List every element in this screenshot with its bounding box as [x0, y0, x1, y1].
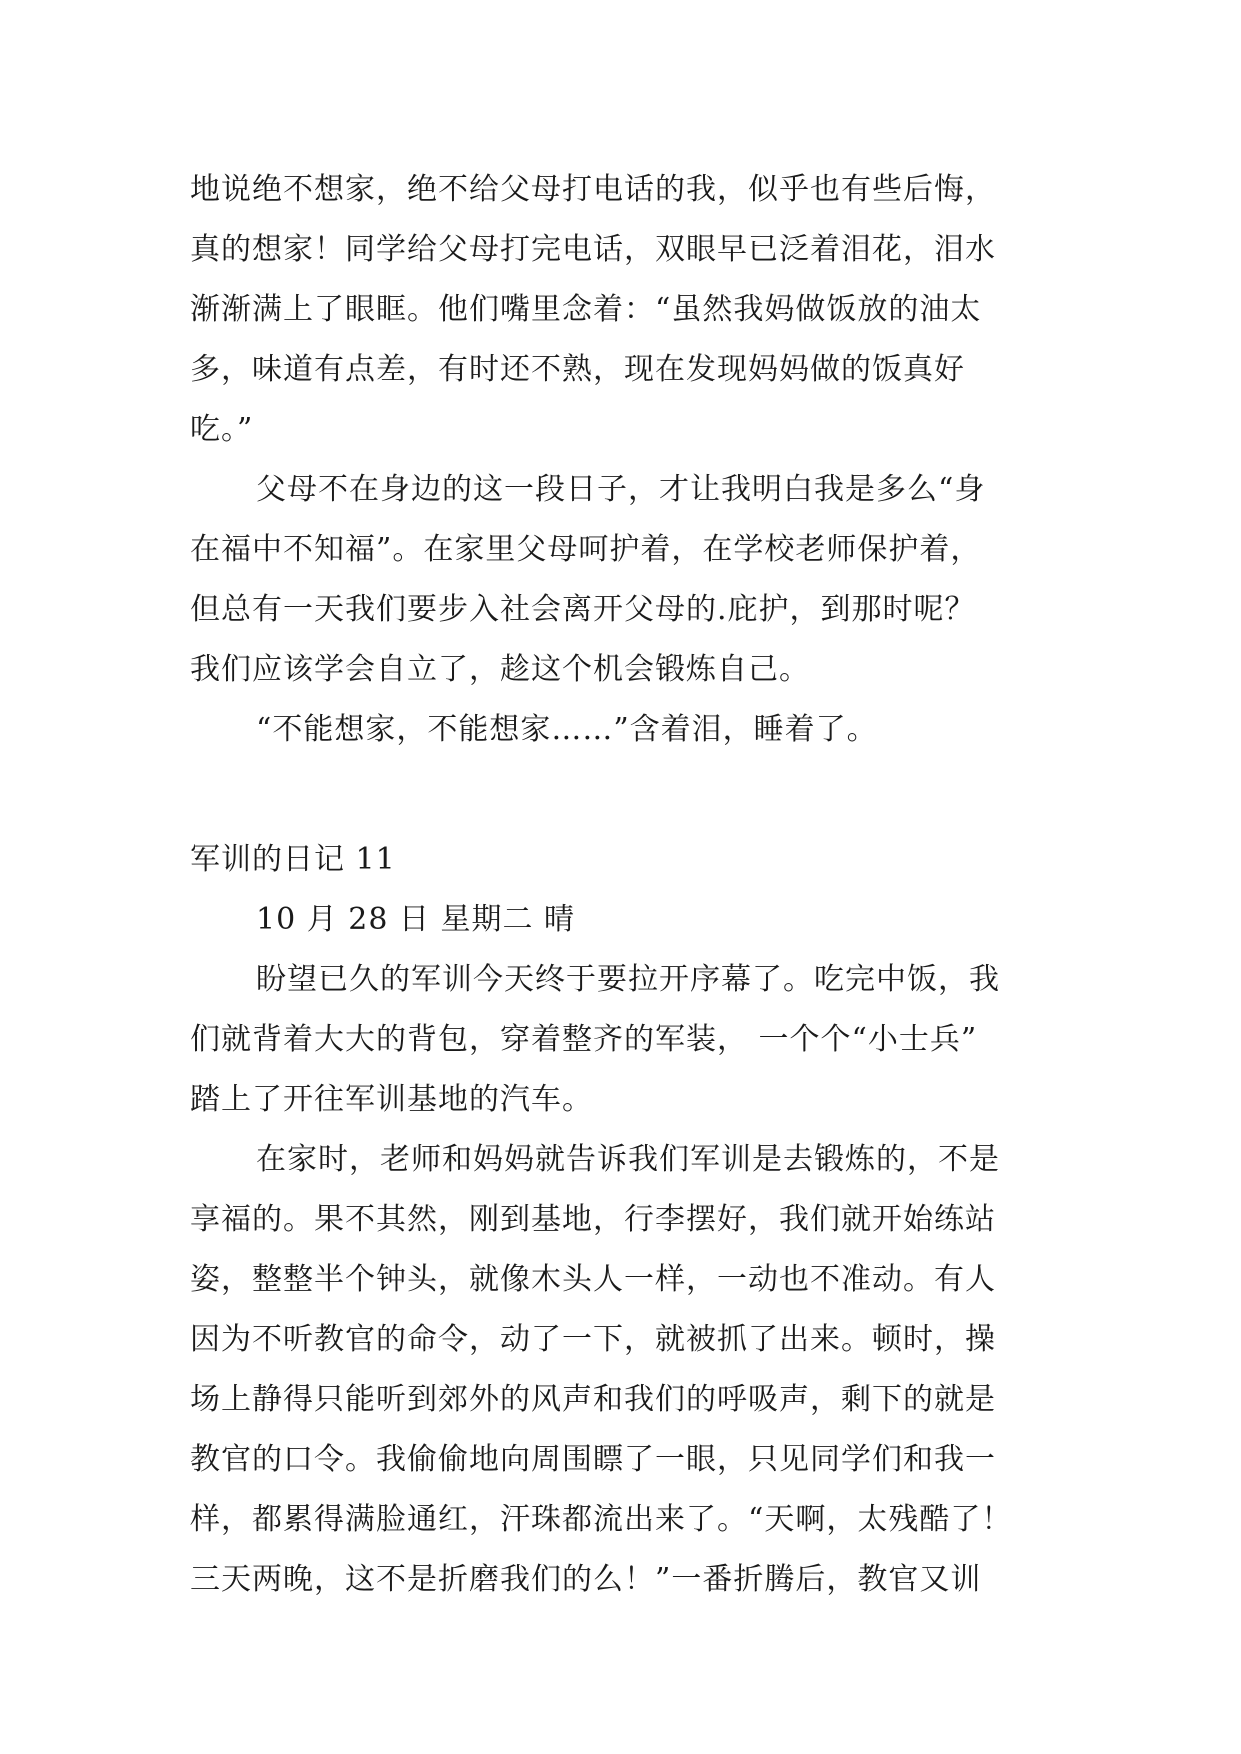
paragraph-3: [190, 700, 1070, 760]
date-line: 10 月 28 日 星期二 晴: [256, 902, 576, 937]
text-line: 在福中不知福”。在家里父母呵护着，在学校老师保护着，: [190, 532, 982, 567]
text-line: “不能想家，不能想家……”含着泪，睡着了。: [256, 712, 878, 747]
text-line: 多，味道有点差，有时还不熟，现在发现妈妈做的饭真好: [190, 352, 965, 387]
paragraph-1: [190, 160, 1070, 460]
text-line: 教官的口令。我偷偷地向周围瞟了一眼，只见同学们和我一: [190, 1442, 996, 1477]
text-line: 姿，整整半个钟头，就像木头人一样，一动也不准动。有人: [190, 1262, 996, 1297]
text-line: 但总有一天我们要步入社会离开父母的.庇护，到那时呢？: [190, 592, 976, 627]
text-line: 样，都累得满脸通红，汗珠都流出来了。“天啊，太残酷了！: [190, 1502, 1013, 1537]
text-line: 盼望已久的军训今天终于要拉开序幕了。吃完中饭，我: [256, 962, 1000, 997]
text-line: 我们应该学会自立了，趁这个机会锻炼自己。: [190, 652, 810, 687]
section-gap: [190, 760, 1070, 830]
text-line: 地说绝不想家，绝不给父母打电话的我，似乎也有些后悔，: [190, 172, 996, 207]
text-line: 场上静得只能听到郊外的风声和我们的呼吸声，剩下的就是: [190, 1382, 996, 1417]
text-line: 享福的。果不其然，刚到基地，行李摆好，我们就开始练站: [190, 1202, 996, 1237]
paragraph-5: [190, 1130, 1070, 1610]
paragraph-2: [190, 460, 1070, 700]
text-line: 因为不听教官的命令，动了一下，就被抓了出来。顿时，操: [190, 1322, 996, 1357]
text-line: 渐渐满上了眼眶。他们嘴里念着：“虽然我妈做饭放的油太: [190, 292, 982, 327]
text-line: 踏上了开往军训基地的汽车。: [190, 1082, 593, 1117]
text-line: 父母不在身边的这一段日子，才让我明白我是多么“身: [256, 472, 986, 507]
text-line: 吃。”: [190, 412, 254, 447]
text-line: 三天两晚，这不是折磨我们的么！”一番折腾后，教官又训: [190, 1562, 982, 1597]
text-line: 真的想家！同学给父母打完电话，双眼早已泛着泪花，泪水: [190, 232, 996, 267]
paragraph-4: [190, 950, 1070, 1130]
document-body: [190, 160, 1070, 1610]
text-line: 在家时，老师和妈妈就告诉我们军训是去锻炼的，不是: [256, 1142, 1000, 1177]
section-title: 军训的日记 11: [190, 842, 396, 877]
text-line: 们就背着大大的背包，穿着整齐的军装， 一个个“小士兵”: [190, 1022, 978, 1057]
